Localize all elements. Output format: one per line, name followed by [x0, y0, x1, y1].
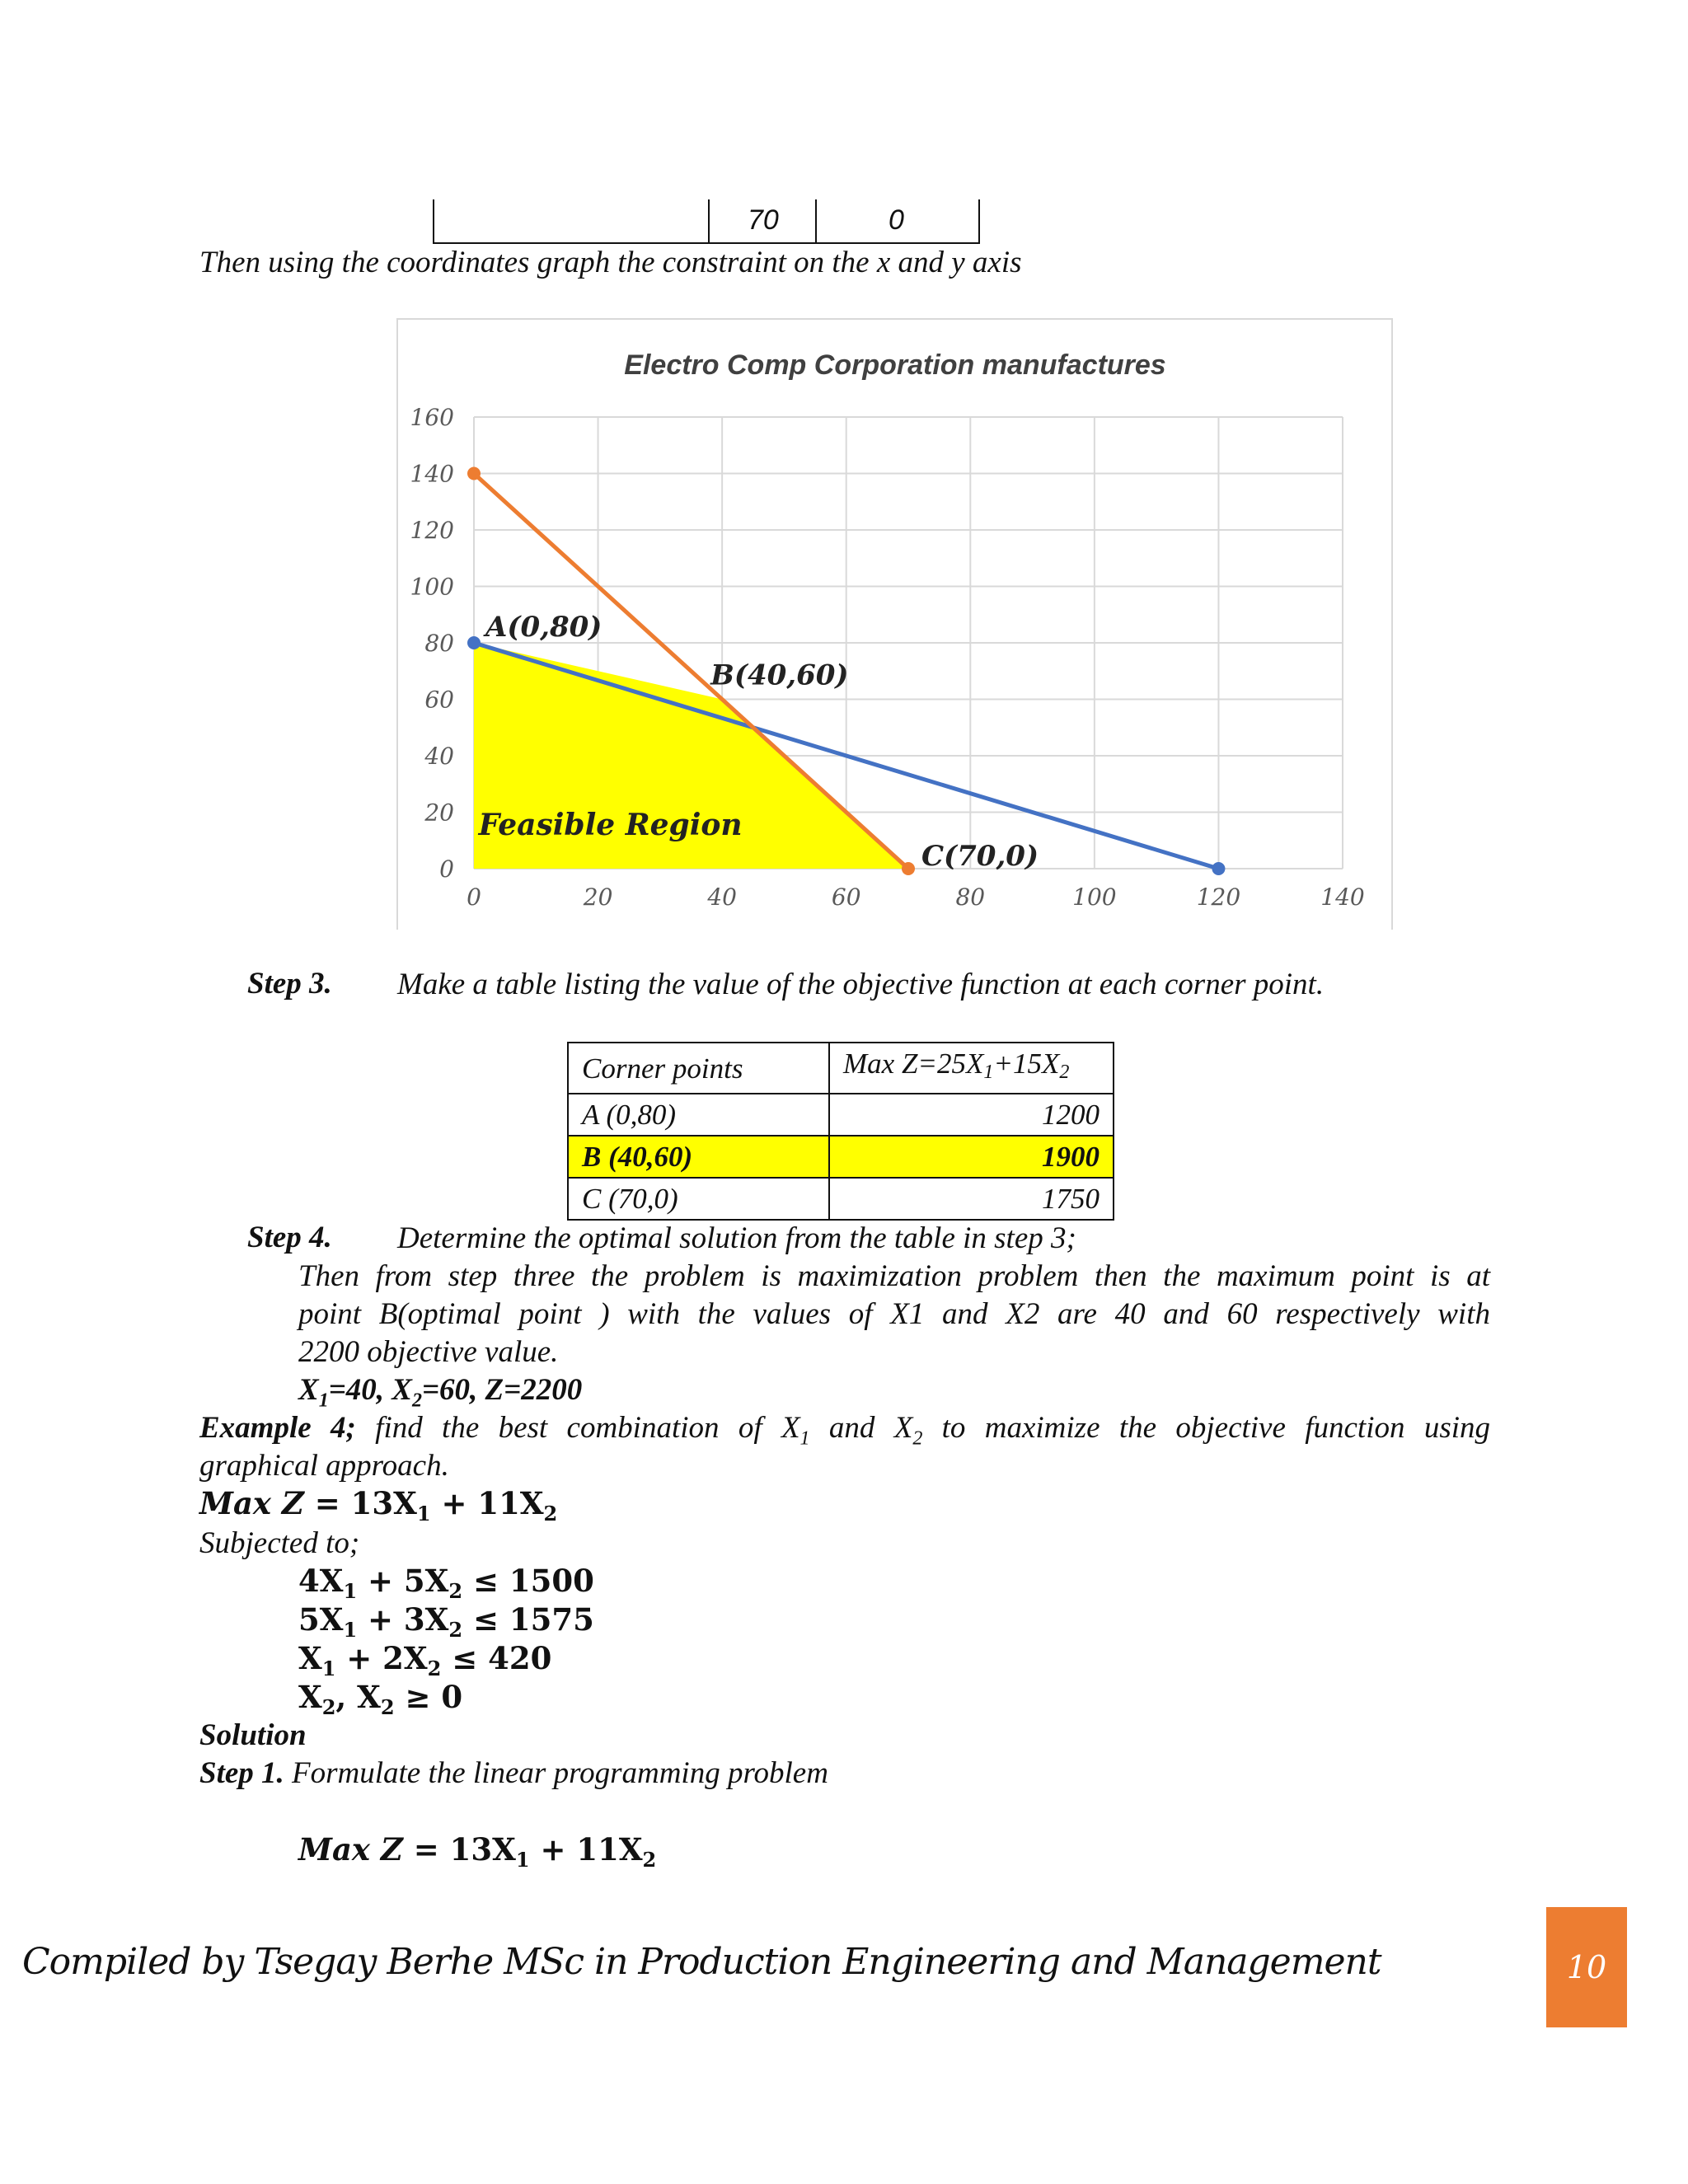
objective-function-2: Max $Z = 13X_1 + 11X_2$: [298, 1831, 657, 1872]
x-tick-label: 40: [707, 883, 737, 911]
table-divider: [815, 199, 817, 242]
objective-function: Max $Z = 13X_1 + 11X_2$: [199, 1485, 558, 1526]
page-number: 10: [1546, 1907, 1627, 2027]
step4-text: Determine the optimal solution from the table in step 3;: [397, 1221, 1076, 1255]
x-tick-label: 80: [955, 883, 986, 911]
step4-para-3: 2200 objective value.: [298, 1335, 559, 1369]
constraint-1: $4X_1 + 5X_2 \le 1500$: [298, 1563, 594, 1603]
x-tick-label: 120: [1196, 883, 1241, 911]
constraint-3: $X_1 + 2X_2 \le 420$: [298, 1640, 552, 1680]
step1-line: Step 1. Formulate the linear programming problem: [199, 1756, 828, 1790]
feasible-region-label: Feasible Region: [478, 807, 743, 842]
table-cell: 1750: [829, 1178, 1114, 1220]
point-annotation: A(0,80): [485, 611, 603, 644]
table-row: [568, 1094, 1114, 1136]
table-row-highlighted: [568, 1136, 1114, 1178]
x-tick-label: 0: [467, 883, 481, 911]
table-cell: 0: [889, 204, 904, 236]
intro-text: Then using the coordinates graph the constraint on the x and y axis: [199, 246, 1022, 279]
subjected-to: Subjected to;: [199, 1526, 360, 1560]
step4-result: $X_1=40$, $X_2=60$, Z=2200: [298, 1373, 583, 1412]
x-tick-label: 100: [1072, 883, 1117, 911]
constraint-2: $5X_1 + 3X_2 \le 1575$: [298, 1601, 594, 1642]
series-point: [1212, 862, 1225, 875]
solution-label: Solution: [199, 1718, 307, 1752]
table-header-row: [568, 1043, 1114, 1094]
y-tick-label: 160: [410, 404, 454, 431]
point-annotation: B(40,60): [710, 658, 849, 692]
constraint-nonneg: $X_2$, $X_2 \ge 0$: [298, 1679, 463, 1719]
y-tick-label: 140: [410, 460, 454, 488]
corner-points-table: [567, 1042, 1114, 1221]
x-tick-label: 60: [831, 883, 861, 911]
step4-para-1: Then from step three the problem is maximization problem then the maximum point is at: [298, 1259, 1490, 1293]
table-cell: 1900: [829, 1136, 1114, 1178]
table-divider: [708, 199, 710, 242]
y-tick-label: 0: [439, 855, 454, 883]
table-cell: C (70,0): [568, 1178, 829, 1220]
table-row: [568, 1178, 1114, 1220]
top-table-fragment: [433, 199, 980, 244]
x-tick-label: 140: [1320, 883, 1365, 911]
step4-para-2: point B(optimal point ) with the values of X1 and X2 are 40 and 60 respectively with: [298, 1297, 1490, 1331]
step3-label: Step 3.: [247, 967, 332, 1001]
point-annotation: C(70,0): [921, 840, 1039, 873]
table-cell: 1200: [829, 1094, 1114, 1136]
series-point: [467, 467, 481, 480]
x-tick-label: 20: [583, 883, 613, 911]
y-tick-label: 40: [424, 743, 454, 770]
example4-line-2: graphical approach.: [199, 1449, 449, 1483]
series-point: [902, 862, 915, 875]
example4-line-1: Example 4; find the best combination of $X_1$ and $X_2$ to maximize the objective function using: [199, 1411, 1490, 1450]
table-cell: 70: [748, 204, 779, 236]
step4-label: Step 4.: [247, 1221, 332, 1254]
example4-label: Example 4;: [199, 1411, 356, 1445]
chart-title: Electro Comp Corporation manufactures: [624, 349, 1166, 381]
chart-svg: [398, 320, 1391, 930]
y-tick-label: 100: [410, 573, 454, 601]
table-cell: B (40,60): [568, 1136, 829, 1178]
y-tick-label: 20: [424, 799, 454, 827]
series-point: [467, 636, 481, 649]
table-header-cell: Max $Z=25X_1+15X_2$: [829, 1043, 1114, 1094]
y-tick-label: 80: [424, 630, 454, 657]
table-header-cell: Corner points: [568, 1043, 829, 1094]
chart-container: [396, 318, 1393, 930]
step1-label: Step 1.: [199, 1756, 284, 1790]
footer-credit: Compiled by Tsegay Berhe MSc in Production Engineering and Management: [22, 1941, 1381, 1983]
table-cell: A (0,80): [568, 1094, 829, 1136]
step3-text: Make a table listing the value of the objective function at each corner point.: [397, 968, 1325, 1001]
y-tick-label: 60: [424, 686, 454, 714]
y-tick-label: 120: [410, 517, 454, 544]
